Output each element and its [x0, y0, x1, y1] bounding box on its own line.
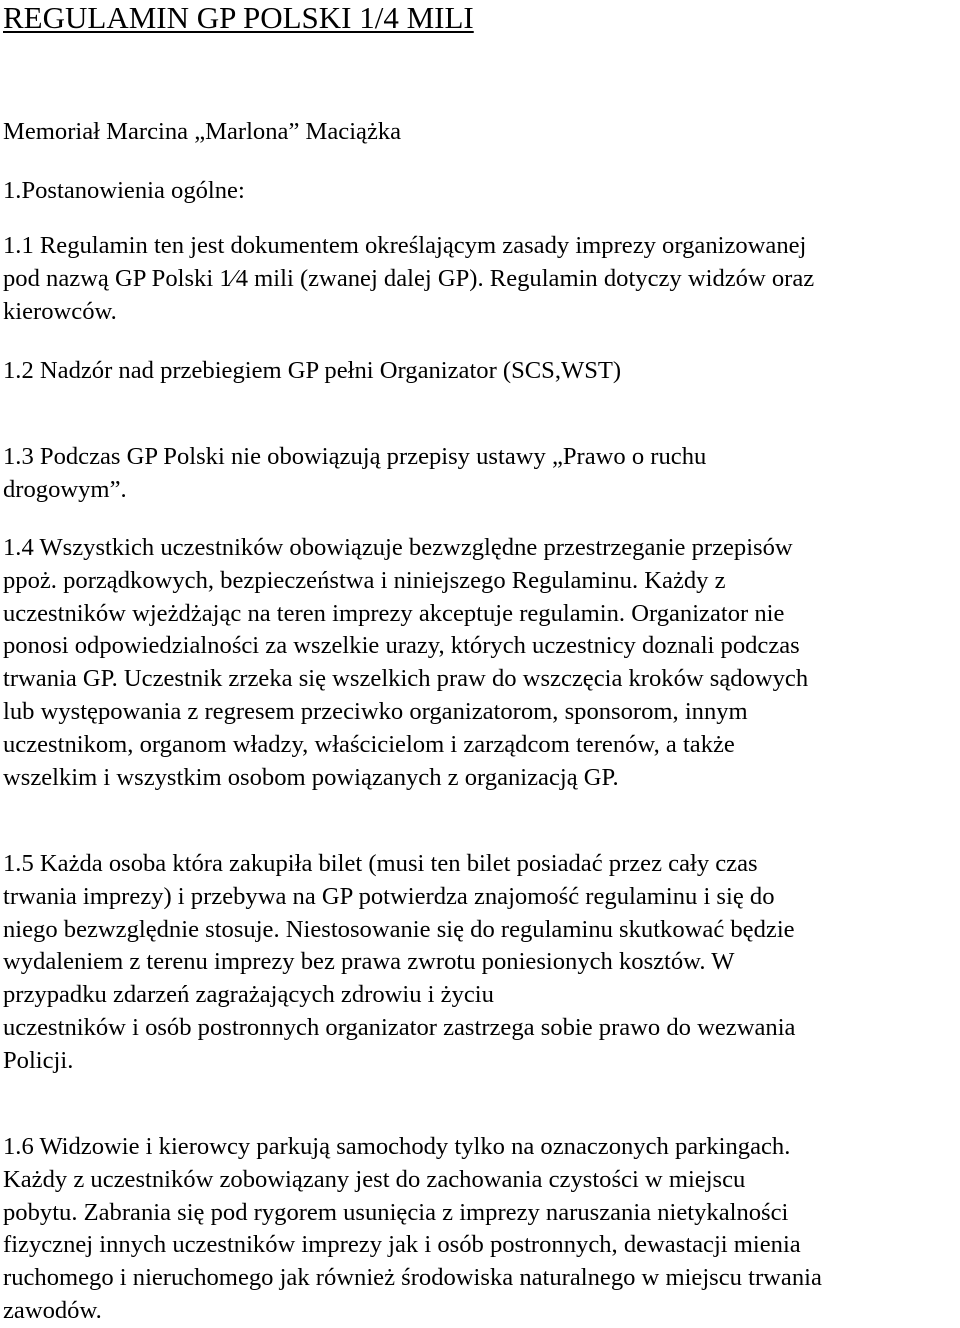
paragraph-1-1	[3, 230, 814, 328]
paragraph-1-6	[3, 1131, 822, 1328]
paragraph-1-3	[3, 441, 706, 507]
paragraph-1-4	[3, 532, 808, 794]
paragraph-line: trwania imprezy) i przebywa na GP potwierdza znajomość regulaminu i się do	[3, 882, 775, 910]
paragraph-line: zawodów.	[3, 1296, 102, 1324]
paragraph-line: 1.2 Nadzór nad przebiegiem GP pełni Organizator (SCS,WST)	[3, 357, 622, 384]
paragraph-line: kierowców.	[3, 297, 117, 325]
document-subtitle: Memoriał Marcina „Marlona” Maciążka	[3, 118, 402, 145]
paragraph-1-5	[3, 848, 795, 1078]
paragraph-line: uczestnikom, organom władzy, właścicielom i zarządcom terenów, a także	[3, 730, 735, 758]
paragraph-line: ppoż. porządkowych, bezpieczeństwa i niniejszego Regulaminu. Każdy z	[3, 566, 726, 594]
paragraph-line: Policji.	[3, 1046, 74, 1074]
paragraph-line: 1.5 Każda osoba która zakupiła bilet (musi ten bilet posiadać przez cały czas	[3, 850, 758, 877]
section-heading: 1.Postanowienia ogólne:	[3, 177, 245, 204]
paragraph-line: przypadku zdarzeń zagrażających zdrowiu i życiu	[3, 981, 494, 1009]
document-title: REGULAMIN GP POLSKI 1/4 MILI	[3, 0, 474, 35]
paragraph-line: 1.1 Regulamin ten jest dokumentem określającym zasady imprezy organizowanej	[3, 232, 807, 259]
paragraph-line: 1.3 Podczas GP Polski nie obowiązują przepisy ustawy „Prawo o ruchu	[3, 443, 707, 470]
paragraph-line: 1.4 Wszystkich uczestników obowiązuje bezwzględne przestrzeganie przepisów	[3, 534, 793, 561]
paragraph-line: pobytu. Zabrania się pod rygorem usunięcia z imprezy naruszania nietykalności	[3, 1198, 789, 1226]
paragraph-line: pod nazwą GP Polski 1⁄4 mili (zwanej dalej GP). Regulamin dotyczy widzów oraz	[3, 264, 815, 292]
paragraph-line: trwania GP. Uczestnik zrzeka się wszelkich praw do wszczęcia kroków sądowych	[3, 665, 809, 693]
paragraph-1-2	[3, 355, 621, 388]
paragraph-line: uczestników wjeżdżając na teren imprezy akceptuje regulamin. Organizator nie	[3, 599, 785, 627]
paragraph-line: lub występowania z regresem przeciwko organizatorom, sponsorom, innym	[3, 697, 748, 725]
paragraph-line: Każdy z uczestników zobowiązany jest do zachowania czystości w miejscu	[3, 1165, 746, 1193]
paragraph-line: fizycznej innych uczestników imprezy jak i osób postronnych, dewastacji mienia	[3, 1231, 801, 1259]
paragraph-line: ponosi odpowiedzialności za wszelkie urazy, których uczestnicy doznali podczas	[3, 632, 800, 660]
paragraph-line: ruchomego i nieruchomego jak również środowiska naturalnego w miejscu trwania	[3, 1264, 822, 1292]
paragraph-line: wszelkim i wszystkim osobom powiązanych z organizacją GP.	[3, 763, 619, 791]
paragraph-line: 1.6 Widzowie i kierowcy parkują samochody tylko na oznaczonych parkingach.	[3, 1133, 791, 1160]
paragraph-line: drogowym”.	[3, 475, 127, 503]
paragraph-line: uczestników i osób postronnych organizator zastrzega sobie prawo do wezwania	[3, 1013, 796, 1041]
paragraph-line: wydaleniem z terenu imprezy bez prawa zwrotu poniesionych kosztów. W	[3, 948, 735, 976]
paragraph-line: niego bezwzględnie stosuje. Niestosowanie się do regulaminu skutkować będzie	[3, 915, 795, 943]
